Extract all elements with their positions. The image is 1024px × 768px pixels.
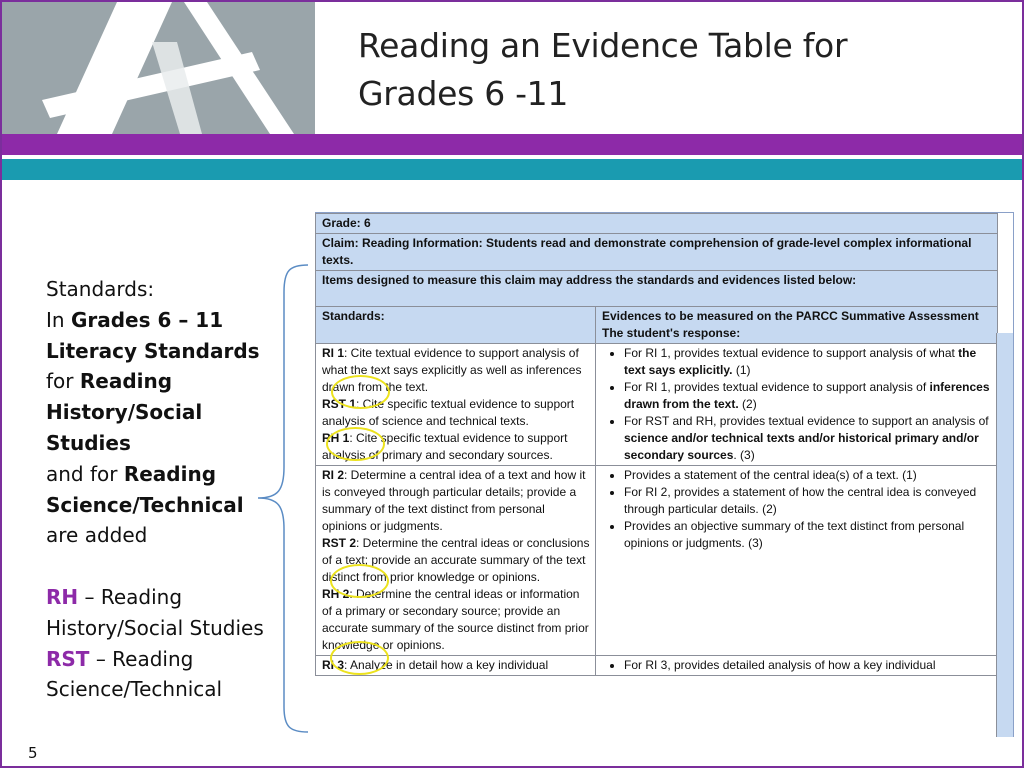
science-label: Science/Technical (46, 492, 244, 517)
ev1-pre: For RI 1, provides textual evidence to support analysis of what (624, 346, 959, 360)
ev3-pre: For RST and RH, provides textual evidence to support an analysis of (624, 414, 989, 428)
rst1-code: RST 1 (322, 397, 357, 411)
history-label: History/Social Studies (46, 400, 203, 455)
evidence-table-image (315, 212, 1014, 737)
list-item: • Provides a statement of the central idea(s) of a text. (1) (624, 467, 992, 484)
rh-description: History/Social Studies (46, 615, 264, 640)
standards-header: Standards: (316, 307, 596, 344)
table-row (316, 466, 998, 656)
list-item (624, 345, 992, 379)
logo-letter-a-icon (2, 2, 315, 134)
rst1-text: : Cite specific textual evidence to support analysis of science and technical texts. (322, 397, 575, 428)
ri2-code: RI 2 (322, 468, 345, 482)
list-item: • For RI 3, provides detailed analysis of how a key individual (624, 657, 992, 674)
highlight-circle-rst2 (330, 564, 389, 598)
items-row (316, 271, 998, 307)
slide-title-line-1: Reading an Evidence Table for (358, 26, 848, 65)
in-prefix: In (46, 307, 65, 332)
claim-row (316, 234, 998, 271)
ev2-pre: For RI 1, provides textual evidence to support analysis of (624, 380, 930, 394)
rh-dash: – Reading (84, 584, 183, 609)
table-row (316, 344, 998, 466)
ri3-text: : Analyze in detail how a key individual (344, 658, 549, 672)
table-right-strip (996, 333, 1013, 737)
rh2-text: : Determine the central ideas or information of a primary or secondary source; provide an accurate summary of the source distinct from prior knowledge or opinions. (322, 587, 589, 652)
highlight-circle-rh2 (330, 641, 389, 675)
list-item (624, 379, 992, 413)
ri3-code: RI 3 (322, 658, 345, 672)
page-number: 5 (28, 744, 38, 762)
evidence-cell-3 (596, 656, 998, 676)
ev2-bold: inferences drawn from the text. (624, 380, 990, 411)
ri1-code: RI 1 (322, 346, 345, 360)
grade-cell: Grade: 6 (316, 214, 998, 234)
rh2-code: RH 2 (322, 587, 350, 601)
ev3-post: . (3) (733, 448, 755, 462)
rst-description: Science/Technical (46, 677, 223, 702)
rst-abbreviation: RST (46, 646, 90, 671)
purple-band (0, 134, 1024, 155)
reading-label-2: Reading (123, 461, 217, 486)
column-header-row (316, 307, 998, 344)
table-row (316, 656, 998, 676)
grade-row (316, 214, 998, 234)
standards-intro: Standards: (46, 277, 155, 301)
evidence-header (596, 307, 998, 344)
evidence-cell-1 (596, 344, 998, 466)
teal-band (0, 159, 1024, 180)
logo (2, 2, 315, 134)
rh1-code: RH 1 (322, 431, 350, 445)
list-item: • Provides an objective summary of the text distinct from personal opinions or judgments. (3) (624, 518, 992, 552)
rst2-text: : Determine the central ideas or conclusions of a text; provide an accurate summary of the text distinct from prior knowledge or opinions. (322, 536, 590, 584)
ev2-post: (2) (738, 397, 757, 411)
list-item: • For RI 2, provides a statement of how the central idea is conveyed through particular details. (2) (624, 484, 992, 518)
list-item (624, 413, 992, 464)
literacy-label: Literacy Standards (46, 338, 260, 363)
claim-cell: Claim: Reading Information: Students read and demonstrate comprehension of grade-level complex informational texts. (316, 234, 998, 271)
ev1-post: (1) (732, 363, 751, 377)
evidence-header-line-1: Evidences to be measured on the PARCC Summative Assessment (602, 309, 979, 323)
slide-title-line-2: Grades 6 -11 (358, 74, 569, 113)
ev3-bold: science and/or technical texts and/or historical primary and/or secondary sources (624, 431, 979, 462)
highlight-circle-rh1 (326, 427, 385, 461)
rst-dash: – Reading (95, 646, 194, 671)
slide-title (358, 22, 978, 118)
highlight-circle-rst1 (331, 375, 390, 409)
evidence-header-line-2: The student's response: (602, 326, 741, 340)
ri1-text: : Cite textual evidence to support analysis of what the text says explicitly as well as inferences drawn from the text. (322, 346, 582, 394)
grades-label: Grades 6 – 11 (70, 307, 224, 332)
rst2-code: RST 2 (322, 536, 357, 550)
standards-cell-2 (316, 466, 596, 656)
rh1-text: : Cite specific textual evidence to support analysis of primary and secondary sources. (322, 431, 568, 462)
reading-label: Reading (79, 369, 173, 394)
ri2-text: : Determine a central idea of a text and how it is conveyed through particular details; provide a summary of the text distinct from personal opinions or judgments. (322, 468, 586, 533)
evidence-table (315, 213, 998, 676)
added-label: are added (46, 523, 148, 548)
curly-brace-icon (254, 262, 314, 734)
for-prefix: for (46, 369, 74, 394)
items-cell: Items designed to measure this claim may address the standards and evidences listed below: (316, 271, 998, 307)
rh-abbreviation: RH (46, 584, 79, 609)
and-for-prefix: and for (46, 461, 118, 486)
evidence-cell-2 (596, 466, 998, 656)
ev1-bold: the text says explicitly. (624, 346, 977, 377)
standards-explanation (46, 274, 286, 705)
